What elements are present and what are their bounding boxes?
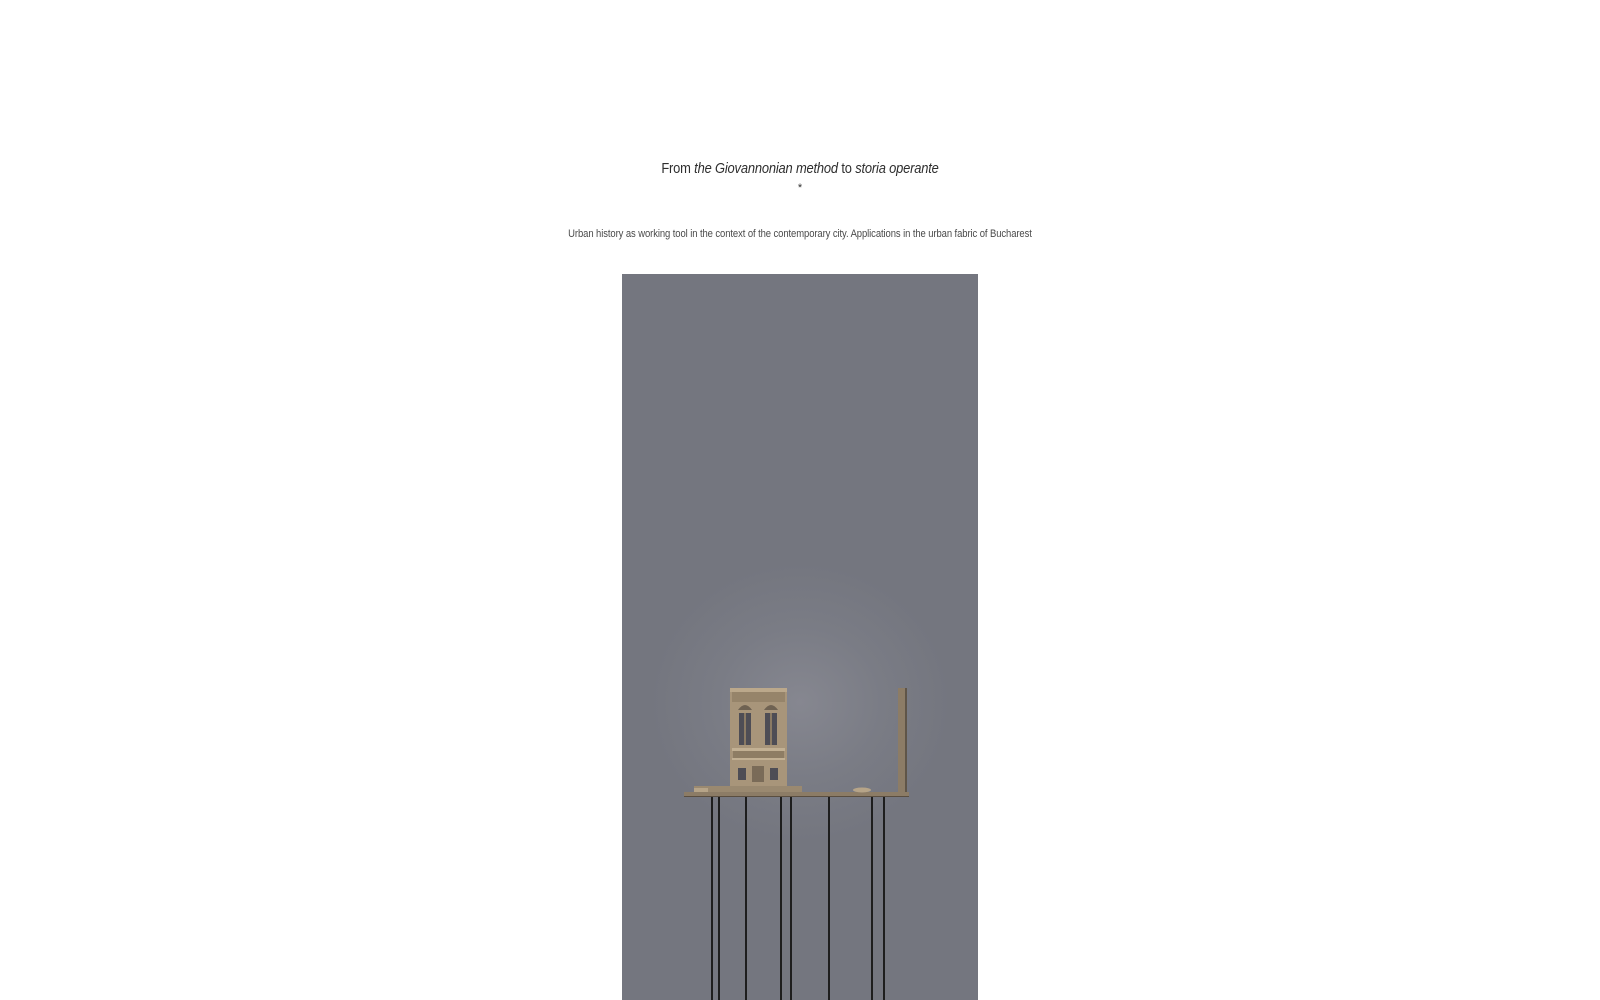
title-part-3: to bbox=[837, 160, 856, 177]
page-title bbox=[112, 160, 1488, 177]
page-subtitle: Urban history as working tool in the context of the contemporary city. Applications in the urban fabric of Bucharest bbox=[568, 228, 1032, 240]
model-base bbox=[694, 786, 802, 792]
title-separator: * bbox=[797, 182, 803, 194]
title-part-1: From bbox=[661, 160, 695, 177]
exhibition-image-panel bbox=[622, 274, 978, 1000]
table-top bbox=[684, 792, 909, 796]
table-object-right bbox=[853, 788, 871, 793]
title-part-4: storia operante bbox=[855, 160, 939, 177]
architectural-model-illustration bbox=[622, 274, 978, 1000]
table-top-edge bbox=[684, 796, 909, 797]
title-part-2: the Giovannonian method bbox=[694, 160, 838, 177]
upright-panel bbox=[898, 688, 905, 792]
facade-model bbox=[730, 688, 787, 786]
upright-panel-shadow bbox=[905, 688, 907, 792]
table-legs bbox=[711, 797, 885, 1000]
table-object-left bbox=[694, 788, 708, 792]
